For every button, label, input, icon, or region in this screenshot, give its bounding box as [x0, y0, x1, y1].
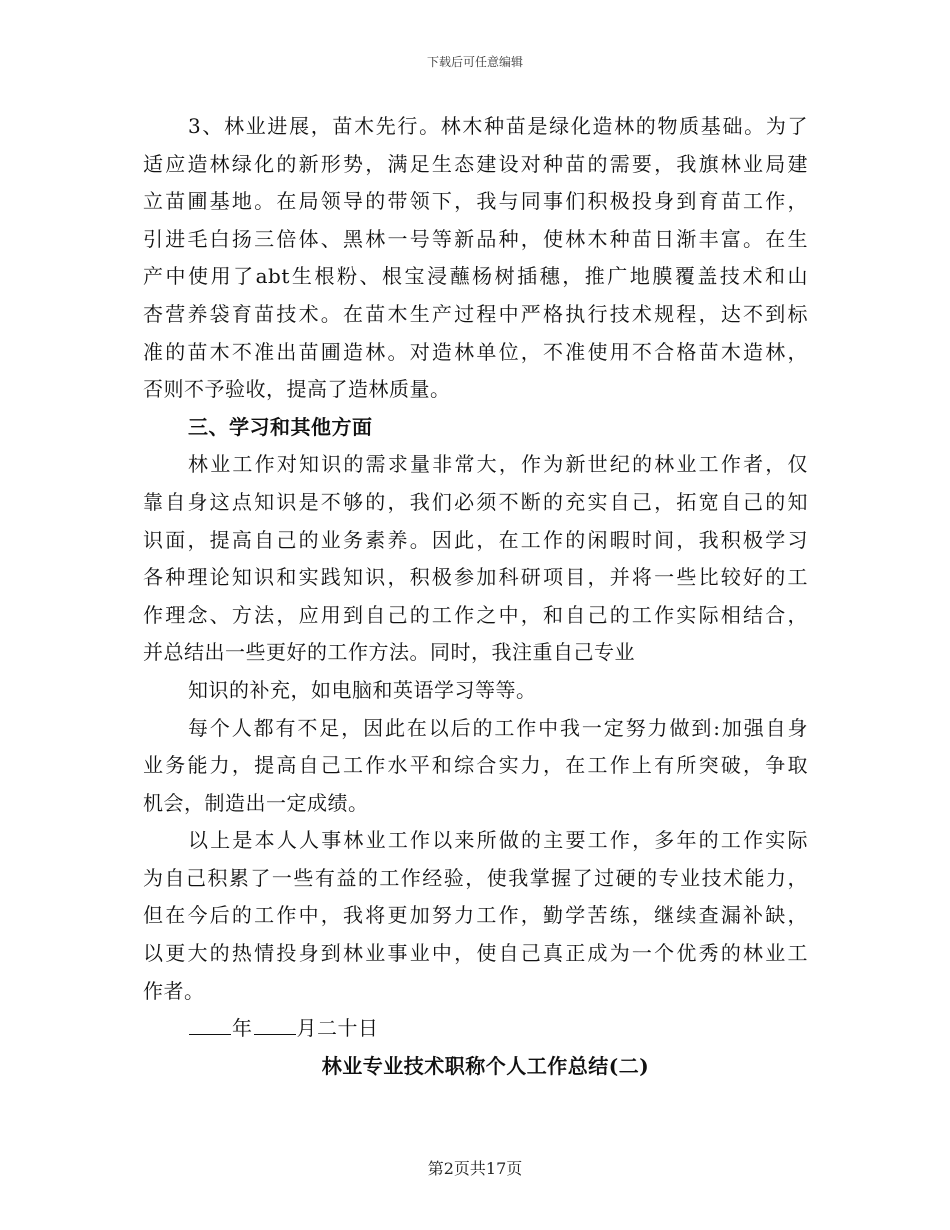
paragraph-line: 适应造林绿化的新形势，满足生态建设对种苗的需要，我旗林业局建 [143, 151, 808, 176]
paragraph-line: 以上是本人人事林业工作以来所做的主要工作，多年的工作实际 [188, 828, 808, 853]
paragraph-line: 林业工作对知识的需求量非常大，作为新世纪的林业工作者，仅 [188, 452, 808, 477]
month-day-text: 月二十日 [296, 1016, 379, 1041]
paragraph-line: 作理念、方法，应用到自己的工作之中，和自己的工作实际相结合， [143, 602, 808, 627]
next-section-title: 林业专业技术职称个人工作总结(二) [321, 1053, 650, 1078]
paragraph-line: 立苗圃基地。在局领导的带领下，我与同事们积极投身到育苗工作， [143, 189, 808, 214]
paragraph-line: 知识的补充，如电脑和英语学习等等。 [188, 677, 537, 702]
paragraph-line: 各种理论知识和实践知识，积极参加科研项目，并将一些比较好的工 [143, 565, 808, 590]
document-body [143, 108, 808, 1085]
paragraph-line: 产中使用了abt生根粉、根宝浸蘸杨树插穗，推广地膜覆盖技术和山 [143, 264, 808, 289]
paragraph-line: 3、林业进展，苗木先行。林木种苗是绿化造林的物质基础。为了 [188, 114, 808, 138]
paragraph-line: 否则不予验收，提高了造林质量。 [143, 377, 451, 402]
year-blank [189, 1012, 231, 1035]
paragraph-conclusion [143, 822, 808, 1010]
paragraph-knowledge-cont [143, 672, 808, 710]
page-footer: 第2页共17页 [427, 1159, 523, 1178]
year-char: 年 [232, 1016, 253, 1041]
paragraph-line: 识面，提高自己的业务素养。因此，在工作的闲暇时间，我积极学习 [143, 527, 808, 552]
paragraph-line: 业务能力，提高自己工作水平和综合实力，在工作上有所突破，争取 [143, 753, 808, 778]
paragraph-line: 引进毛白扬三倍体、黑林一号等新品种，使林木种苗日渐丰富。在生 [143, 226, 808, 251]
paragraph-line: 以更大的热情投身到林业事业中，使自己真正成为一个优秀的林业工 [143, 941, 808, 966]
paragraph-line: 作者。 [143, 978, 205, 1003]
paragraph-line: 准的苗木不准出苗圃造林。对造林单位，不准使用不合格苗木造林， [143, 339, 808, 364]
paragraph-line: 靠自身这点知识是不够的，我们必须不断的充实自己，拓宽自己的知 [143, 489, 808, 514]
paragraph-line: 为自己积累了一些有益的工作经验，使我掌握了过硬的专业技术能力， [143, 865, 808, 890]
paragraph-seedlings [143, 108, 808, 409]
paragraph-line: 每个人都有不足，因此在以后的工作中我一定努力做到:加强自身 [188, 715, 808, 740]
month-blank [254, 1012, 296, 1035]
paragraph-line: 并总结出一些更好的工作方法。同时，我注重自己专业 [143, 640, 635, 665]
paragraph-line: 但在今后的工作中，我将更加努力工作，勤学苦练，继续查漏补缺， [143, 903, 808, 928]
paragraph-shortcomings [143, 710, 808, 823]
date-line [143, 1010, 808, 1048]
paragraph-line: 机会，制造出一定成绩。 [143, 790, 369, 815]
page-header: 下载后可任意编辑 [426, 55, 523, 69]
section-heading-study: 三、学习和其他方面 [188, 414, 373, 439]
paragraph-knowledge [143, 446, 808, 672]
paragraph-line: 杏营养袋育苗技术。在苗木生产过程中严格执行技术规程，达不到标 [143, 301, 808, 326]
